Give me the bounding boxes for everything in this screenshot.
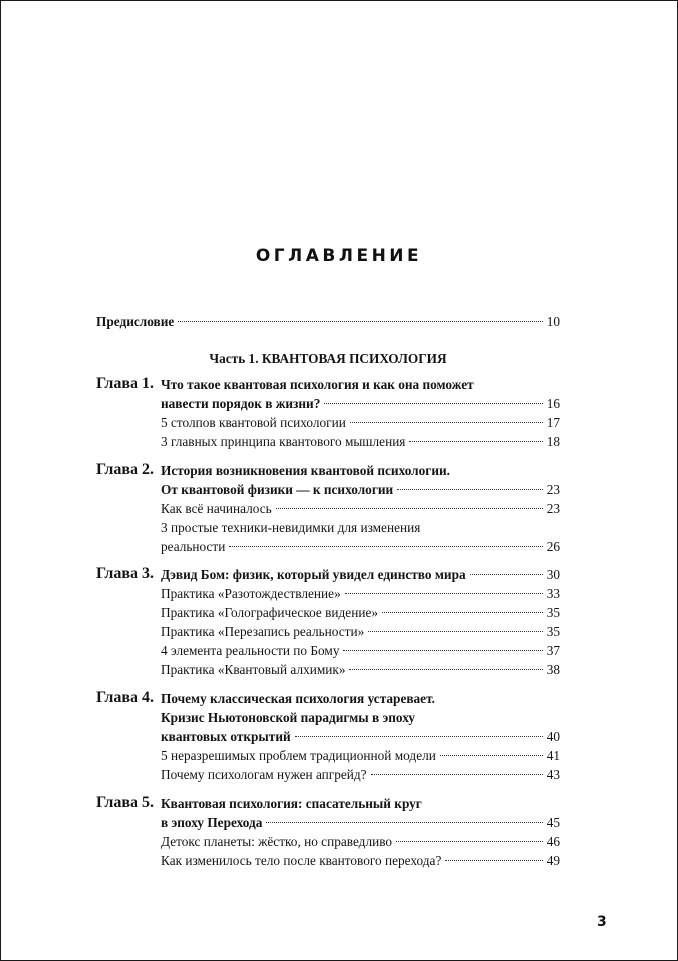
entry-text: Практика «Разотождествление»	[161, 586, 341, 601]
chapter-heading-line[interactable]	[96, 708, 560, 727]
entry-page: 37	[546, 643, 560, 658]
chapter-label: Глава 2.	[96, 461, 154, 478]
entry-text: Квантовая психология: спасательный круг	[161, 796, 422, 811]
chapter-heading-line[interactable]	[96, 480, 560, 499]
entry-page: 18	[546, 434, 560, 449]
dot-leader	[440, 755, 543, 756]
chapter-block	[96, 461, 560, 556]
toc-subentry[interactable]	[96, 499, 560, 518]
toc-subentry[interactable]	[96, 537, 560, 556]
entry-page: 23	[546, 501, 560, 516]
chapter-label: Глава 4.	[96, 689, 154, 706]
entry-page: 33	[546, 586, 560, 601]
entry-text: 5 столпов квантовой психологии	[161, 415, 346, 430]
page-number: 3	[597, 914, 607, 930]
entry-text: История возникновения квантовой психологии.	[161, 463, 450, 478]
entry-text: Практика «Квантовый алхимик»	[161, 662, 346, 677]
entry-text: 5 неразрешимых проблем традиционной модели	[161, 748, 436, 763]
chapter-block	[96, 375, 560, 451]
entry-page: 38	[546, 662, 560, 677]
entry-page: 26	[546, 539, 560, 554]
entry-text: навести порядок в жизни?	[161, 396, 321, 411]
entry-page: 45	[546, 815, 560, 830]
dot-leader	[345, 593, 543, 594]
entry-page: 16	[546, 396, 560, 411]
dot-leader	[396, 841, 543, 842]
dot-leader	[368, 631, 542, 632]
entry-text: Как всё начиналось	[161, 501, 272, 516]
entry-page: 46	[546, 834, 560, 849]
entry-page: 35	[546, 624, 560, 639]
dot-leader	[295, 736, 543, 737]
chapter-block	[96, 794, 560, 870]
dot-leader	[397, 489, 543, 490]
toc-subentry[interactable]	[96, 746, 560, 765]
entry-text: От квантовой физики — к психологии	[161, 482, 394, 497]
dot-leader	[276, 508, 543, 509]
entry-text: Практика «Голографическое видение»	[161, 605, 378, 620]
dot-leader	[349, 669, 542, 670]
chapter-heading-line[interactable]	[96, 813, 560, 832]
toc-subentry[interactable]	[96, 413, 560, 432]
part-heading: Часть 1. КВАНТОВАЯ ПСИХОЛОГИЯ	[209, 351, 447, 366]
toc-subentry[interactable]	[96, 584, 560, 603]
toc-entry-preface[interactable]	[96, 312, 560, 331]
dot-leader	[324, 403, 542, 404]
toc-subentry[interactable]	[96, 832, 560, 851]
dot-leader	[178, 321, 542, 322]
entry-text: 4 элемента реальности по Бому	[161, 643, 340, 658]
entry-text: Практика «Перезапись реальности»	[161, 624, 365, 639]
entry-text: Как изменилось тело после квантового перехода?	[161, 853, 442, 868]
toc-subentry[interactable]	[96, 518, 560, 537]
dot-leader	[350, 422, 543, 423]
entry-text: квантовых открытий	[161, 729, 291, 744]
chapter-heading-line[interactable]	[96, 794, 560, 813]
entry-page: 41	[546, 748, 560, 763]
entry-text: 3 простые техники-невидимки для изменения	[161, 520, 421, 535]
entry-text: Что такое квантовая психология и как она поможет	[161, 377, 474, 392]
toc-subentry[interactable]	[96, 622, 560, 641]
dot-leader	[266, 822, 542, 823]
chapter-heading-line[interactable]	[96, 565, 560, 584]
chapter-label: Глава 5.	[96, 794, 154, 811]
table-of-contents	[96, 312, 560, 870]
chapter-block	[96, 565, 560, 679]
entry-page: 43	[546, 767, 560, 782]
entry-page: 30	[546, 567, 560, 582]
entry-page: 23	[546, 482, 560, 497]
toc-subentry[interactable]	[96, 765, 560, 784]
chapter-list	[96, 368, 560, 870]
chapter-heading-line[interactable]	[96, 689, 560, 708]
entry-text: 3 главных принципа квантового мышления	[161, 434, 406, 449]
dot-leader	[382, 612, 543, 613]
entry-page: 35	[546, 605, 560, 620]
dot-leader	[470, 574, 543, 575]
chapter-heading-line[interactable]	[96, 461, 560, 480]
toc-subentry[interactable]	[96, 851, 560, 870]
toc-subentry[interactable]	[96, 660, 560, 679]
entry-text: Кризис Ньютоновской парадигмы в эпоху	[161, 710, 416, 725]
toc-subentry[interactable]	[96, 603, 560, 622]
dot-leader	[371, 774, 543, 775]
entry-text: Предисловие	[96, 314, 175, 329]
dot-leader	[445, 860, 542, 861]
entry-text: Почему психологам нужен апгрейд?	[161, 767, 367, 782]
entry-text: Дэвид Бом: физик, который увидел единство мира	[161, 567, 466, 582]
chapter-label: Глава 3.	[96, 565, 154, 582]
entry-text: Почему классическая психология устаревает.	[161, 691, 435, 706]
toc-subentry[interactable]	[96, 432, 560, 451]
entry-text: реальности	[161, 539, 226, 554]
dot-leader	[409, 441, 542, 442]
entry-page: 17	[546, 415, 560, 430]
toc-subentry[interactable]	[96, 641, 560, 660]
entry-page: 10	[546, 314, 560, 329]
entry-page: 40	[546, 729, 560, 744]
dot-leader	[343, 650, 542, 651]
chapter-label: Глава 1.	[96, 375, 154, 392]
entry-text: Детокс планеты: жёстко, но справедливо	[161, 834, 393, 849]
dot-leader	[229, 546, 542, 547]
chapter-heading-line[interactable]	[96, 394, 560, 413]
chapter-block	[96, 689, 560, 784]
chapter-heading-line[interactable]	[96, 727, 560, 746]
entry-page: 49	[546, 853, 560, 868]
chapter-heading-line[interactable]	[96, 375, 560, 394]
page-title: ОГЛАВЛЕНИЕ	[255, 246, 423, 266]
entry-text: в эпоху Перехода	[161, 815, 263, 830]
